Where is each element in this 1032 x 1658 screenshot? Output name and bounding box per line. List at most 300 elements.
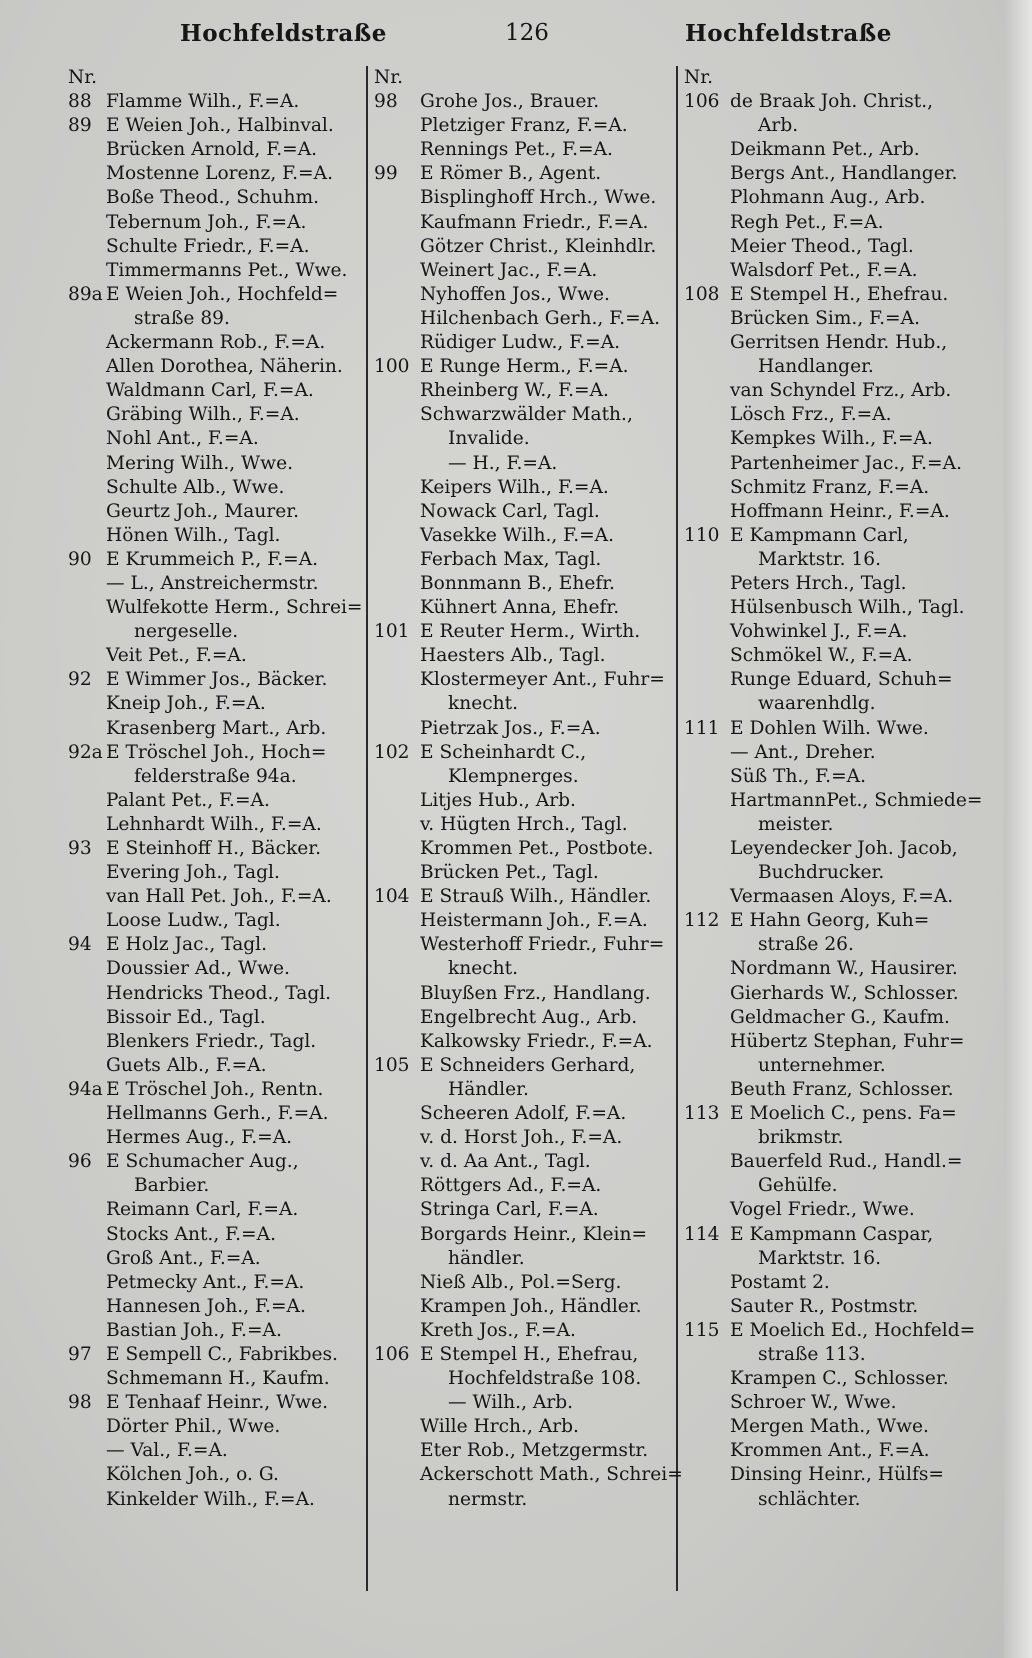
resident-entry: Süß Th., F.=A. <box>730 765 866 787</box>
directory-entry-line <box>684 741 974 765</box>
resident-entry: nergeselle. <box>134 621 239 643</box>
directory-entry-line <box>68 114 364 138</box>
resident-entry: E Moelich Ed., Hochfeld= <box>730 1319 976 1341</box>
house-number <box>374 1247 420 1271</box>
house-number <box>374 1174 420 1198</box>
house-number <box>68 379 106 403</box>
house-number <box>374 596 420 620</box>
house-number <box>684 1006 730 1030</box>
directory-entry-line <box>374 620 674 644</box>
resident-entry: Vasekke Wilh., F.=A. <box>420 524 615 546</box>
resident-entry: Engelbrecht Aug., Arb. <box>420 1006 638 1028</box>
house-number: 97 <box>68 1343 92 1365</box>
resident-entry: Meier Theod., Tagl. <box>730 235 914 257</box>
house-number <box>68 909 106 933</box>
resident-entry: Krampen C., Schlosser. <box>730 1368 949 1390</box>
directory-entry-line <box>374 765 674 789</box>
house-number <box>68 1223 106 1247</box>
house-number <box>374 957 420 981</box>
directory-entry-line <box>684 1488 974 1512</box>
house-number: 98 <box>374 91 398 113</box>
house-number <box>684 1343 730 1367</box>
resident-entry: E Hahn Georg, Kuh= <box>730 910 930 932</box>
directory-entry-line <box>374 186 674 210</box>
directory-entry-line <box>684 789 983 813</box>
resident-entry: — Ant., Dreher. <box>730 741 876 763</box>
resident-entry: Gehülfe. <box>758 1175 838 1197</box>
resident-entry: Brücken Sim., F.=A. <box>730 307 920 329</box>
directory-entry-line <box>684 1198 974 1222</box>
directory-entry-line <box>684 861 974 885</box>
house-number <box>684 114 730 138</box>
directory-entry-line <box>684 668 974 692</box>
house-number <box>374 1295 420 1319</box>
resident-entry: — Wilh., Arb. <box>448 1392 574 1414</box>
directory-entry-line <box>684 476 974 500</box>
resident-entry: Runge Eduard, Schuh= <box>730 669 953 691</box>
house-number <box>68 452 106 476</box>
resident-entry: Keipers Wilh., F.=A. <box>420 476 609 498</box>
resident-entry: Hannesen Joh., F.=A. <box>106 1295 306 1317</box>
resident-entry: Hellmanns Gerh., F.=A. <box>106 1103 329 1125</box>
house-number <box>68 235 106 259</box>
house-number <box>374 1078 420 1102</box>
resident-entry: E Kampmann Caspar, <box>730 1223 934 1245</box>
house-number <box>684 427 730 451</box>
directory-entry-line <box>374 909 674 933</box>
house-number: 89 <box>68 115 92 137</box>
resident-entry: Schmökel W., F.=A. <box>730 645 913 667</box>
resident-entry: Mering Wilh., Wwe. <box>106 452 293 474</box>
resident-entry: Schmitz Franz, F.=A. <box>730 476 930 498</box>
directory-entry-line <box>374 114 674 138</box>
house-number <box>684 403 730 427</box>
directory-entry-line <box>68 596 364 620</box>
directory-entry-line <box>684 837 974 861</box>
directory-entry-line <box>374 211 674 235</box>
resident-entry: Eter Rob., Metzgermstr. <box>420 1440 649 1462</box>
resident-entry: HartmannPet., Schmiede= <box>730 789 983 811</box>
resident-entry: E Kampmann Carl, <box>730 524 909 546</box>
directory-entry-line <box>68 379 364 403</box>
directory-entry-line <box>68 1174 364 1198</box>
resident-entry: Flamme Wilh., F.=A. <box>106 91 300 113</box>
resident-entry: Stringa Carl, F.=A. <box>420 1199 599 1221</box>
house-number <box>68 1439 106 1463</box>
directory-entry-line <box>374 692 674 716</box>
house-number <box>374 331 420 355</box>
house-number <box>68 813 106 837</box>
resident-entry: knecht. <box>448 958 519 980</box>
house-number <box>374 789 420 813</box>
directory-entry-line <box>684 1078 974 1102</box>
directory-entry-line <box>68 235 364 259</box>
directory-entry-line <box>68 982 364 1006</box>
directory-entry-line <box>374 307 674 331</box>
directory-entry-line <box>68 452 364 476</box>
resident-entry: Lösch Frz., F.=A. <box>730 404 892 426</box>
resident-entry: straße 26. <box>758 934 854 956</box>
resident-entry: Gierhards W., Schlosser. <box>730 982 959 1004</box>
resident-entry: van Schyndel Frz., Arb. <box>730 380 952 402</box>
house-number <box>684 379 730 403</box>
directory-entry-line <box>68 1054 364 1078</box>
house-number <box>68 789 106 813</box>
directory-entry-line <box>68 717 364 741</box>
house-number <box>684 138 730 162</box>
directory-entry-line <box>68 259 364 283</box>
column-1 <box>68 66 364 1512</box>
house-number <box>68 1198 106 1222</box>
directory-entry-line <box>68 1391 364 1415</box>
resident-entry: Kempkes Wilh., F.=A. <box>730 428 933 450</box>
house-number <box>68 1271 106 1295</box>
house-number <box>684 548 730 572</box>
resident-entry: Bauerfeld Rud., Handl.= <box>730 1151 963 1173</box>
directory-entry-line <box>684 596 974 620</box>
resident-entry: E Tenhaaf Heinr., Wwe. <box>106 1392 329 1414</box>
house-number <box>68 957 106 981</box>
directory-entry-line <box>684 307 974 331</box>
directory-entry-line <box>374 138 674 162</box>
resident-entry: Götzer Christ., Kleinhdlr. <box>420 235 657 257</box>
directory-entry-line <box>374 476 674 500</box>
resident-entry: E Tröschel Joh., Rentn. <box>106 1078 324 1100</box>
directory-entry-line <box>68 1030 364 1054</box>
house-number <box>374 1198 420 1222</box>
directory-entry-line <box>374 524 674 548</box>
directory-entry-line <box>684 211 974 235</box>
house-number <box>374 1488 420 1512</box>
directory-entry-line <box>68 90 364 114</box>
directory-entry-line <box>684 548 974 572</box>
resident-entry: Groß Ant., F.=A. <box>106 1247 261 1269</box>
resident-entry: Marktstr. 16. <box>758 1247 882 1269</box>
resident-entry: Bonnmann B., Ehefr. <box>420 572 615 594</box>
directory-entry-line <box>684 235 974 259</box>
directory-entry-line <box>68 1488 364 1512</box>
house-number <box>374 283 420 307</box>
resident-entry: Waldmann Carl, F.=A. <box>106 380 314 402</box>
directory-entry-line <box>684 982 974 1006</box>
resident-entry: Walsdorf Pet., F.=A. <box>730 259 918 281</box>
resident-entry: Handlanger. <box>758 356 874 378</box>
house-number <box>374 259 420 283</box>
resident-entry: Loose Ludw., Tagl. <box>106 910 281 932</box>
directory-entry-line <box>68 1343 364 1367</box>
resident-entry: Invalide. <box>448 428 530 450</box>
directory-entry-line <box>374 1223 674 1247</box>
house-number <box>684 1174 730 1198</box>
house-number <box>68 524 106 548</box>
directory-entry-line <box>374 717 674 741</box>
house-number <box>684 235 730 259</box>
house-number <box>684 1198 730 1222</box>
house-number <box>684 1367 730 1391</box>
directory-entry-line <box>684 1054 974 1078</box>
resident-entry: E Tröschel Joh., Hoch= <box>106 741 327 763</box>
resident-entry: E Wimmer Jos., Bäcker. <box>106 669 328 691</box>
directory-entry-line <box>68 837 364 861</box>
directory-entry-line <box>374 596 674 620</box>
house-number <box>68 162 106 186</box>
directory-entry-line <box>68 813 364 837</box>
house-number <box>684 1150 730 1174</box>
house-number <box>374 1439 420 1463</box>
resident-entry: Gräbing Wilh., F.=A. <box>106 404 300 426</box>
house-number <box>684 692 730 716</box>
resident-entry: E Stempel H., Ehefrau, <box>420 1343 639 1365</box>
resident-entry: Gerritsen Hendr. Hub., <box>730 332 948 354</box>
directory-entry-line <box>374 885 674 909</box>
resident-entry: Vogel Friedr., Wwe. <box>730 1199 915 1221</box>
directory-entry-line <box>684 644 974 668</box>
directory-entry-line <box>68 162 364 186</box>
resident-entry: E Schneiders Gerhard, <box>420 1054 636 1076</box>
directory-entry-line <box>684 1271 974 1295</box>
resident-entry: Händler. <box>448 1078 529 1100</box>
resident-entry: Kühnert Anna, Ehefr. <box>420 597 620 619</box>
resident-entry: Schwarzwälder Math., <box>420 404 633 426</box>
directory-entry-line <box>374 1006 674 1030</box>
directory-entry-line <box>68 1319 364 1343</box>
directory-entry-line <box>68 427 364 451</box>
resident-entry: Marktstr. 16. <box>758 548 882 570</box>
house-number <box>68 355 106 379</box>
directory-entry-line <box>374 1054 674 1078</box>
resident-entry: E Sempell C., Fabrikbes. <box>106 1343 338 1365</box>
house-number <box>68 644 106 668</box>
resident-entry: E Krummeich P., F.=A. <box>106 548 319 570</box>
house-number: 114 <box>684 1223 720 1245</box>
directory-entry-line <box>684 1030 974 1054</box>
resident-entry: Regh Pet., F.=A. <box>730 211 884 233</box>
directory-entry-line <box>68 211 364 235</box>
resident-entry: Nowack Carl, Tagl. <box>420 500 600 522</box>
resident-entry: E Holz Jac., Tagl. <box>106 934 268 956</box>
house-number <box>68 307 106 331</box>
resident-entry: Krampen Joh., Händler. <box>420 1295 642 1317</box>
house-number <box>68 1415 106 1439</box>
page-edge <box>1004 0 1032 1658</box>
resident-entry: Kalkowsky Friedr., F.=A. <box>420 1030 653 1052</box>
directory-entry-line <box>374 644 674 668</box>
house-number <box>68 476 106 500</box>
resident-entry: Schmemann H., Kaufm. <box>106 1368 330 1390</box>
directory-entry-line <box>374 1415 674 1439</box>
directory-entry-line <box>68 307 364 331</box>
house-number <box>374 1319 420 1343</box>
directory-entry-line <box>684 1367 974 1391</box>
directory-entry-line <box>374 837 674 861</box>
resident-entry: E Strauß Wilh., Händler. <box>420 886 652 908</box>
resident-entry: Litjes Hub., Arb. <box>420 789 576 811</box>
resident-entry: Vohwinkel J., F.=A. <box>730 621 908 643</box>
resident-entry: Blenkers Friedr., Tagl. <box>106 1030 317 1052</box>
directory-entry-line <box>684 1415 974 1439</box>
resident-entry: E Runge Herm., F.=A. <box>420 356 629 378</box>
resident-entry: Klostermeyer Ant., Fuhr= <box>420 669 665 691</box>
resident-entry: de Braak Joh. Christ., <box>730 91 934 113</box>
house-number: 115 <box>684 1319 720 1341</box>
house-number: 94 <box>68 934 92 956</box>
house-number <box>684 1247 730 1271</box>
house-number <box>68 186 106 210</box>
directory-entry-line <box>68 1126 364 1150</box>
column-nr-label: Nr. <box>374 67 404 88</box>
house-number <box>684 957 730 981</box>
resident-entry: v. Hügten Hrch., Tagl. <box>420 813 628 835</box>
column-rule-1 <box>366 66 368 1591</box>
resident-entry: Klempnerges. <box>448 765 579 787</box>
directory-entry-line <box>68 1198 364 1222</box>
house-number <box>684 1463 730 1487</box>
resident-entry: waarenhdlg. <box>758 693 876 715</box>
house-number <box>374 186 420 210</box>
house-number: 106 <box>374 1343 410 1365</box>
house-number <box>684 1271 730 1295</box>
house-number <box>684 982 730 1006</box>
resident-entry: Hoffmann Heinr., F.=A. <box>730 500 950 522</box>
resident-entry: Beuth Franz, Schlosser. <box>730 1078 954 1100</box>
resident-entry: Borgards Heinr., Klein= <box>420 1223 648 1245</box>
resident-entry: Pletziger Franz, F.=A. <box>420 115 628 137</box>
house-number <box>684 355 730 379</box>
resident-entry: Hönen Wilh., Tagl. <box>106 524 281 546</box>
house-number <box>374 427 420 451</box>
directory-entry-line <box>374 548 674 572</box>
house-number <box>68 1102 106 1126</box>
resident-entry: Palant Pet., F.=A. <box>106 789 270 811</box>
resident-entry: Hübertz Stephan, Fuhr= <box>730 1030 965 1052</box>
column-nr-label: Nr. <box>68 67 98 88</box>
resident-entry: Brücken Pet., Tagl. <box>420 862 599 884</box>
resident-entry: Kaufmann Friedr., F.=A. <box>420 211 649 233</box>
house-number <box>68 500 106 524</box>
house-number: 98 <box>68 1392 92 1414</box>
directory-entry-line <box>684 1247 974 1271</box>
resident-entry: Petmecky Ant., F.=A. <box>106 1271 305 1293</box>
directory-entry-line <box>68 957 364 981</box>
house-number <box>374 1463 420 1487</box>
directory-entry-line <box>374 741 674 765</box>
resident-entry: Krommen Pet., Postbote. <box>420 838 654 859</box>
house-number <box>374 548 420 572</box>
resident-entry: E Weien Joh., Hochfeld= <box>106 283 339 305</box>
house-number <box>68 1174 106 1198</box>
house-number: 106 <box>684 91 720 113</box>
directory-entry-line <box>68 331 364 355</box>
directory-entry-line <box>374 1367 674 1391</box>
house-number: 89a <box>68 283 103 305</box>
resident-entry: Schulte Friedr., F.=A. <box>106 235 310 257</box>
house-number: 88 <box>68 91 92 113</box>
column-rule-2 <box>676 66 678 1591</box>
directory-entry-line <box>684 572 974 596</box>
directory-entry-line <box>68 644 364 668</box>
house-number <box>684 1488 730 1512</box>
resident-entry: — L., Anstreichermstr. <box>106 572 319 594</box>
directory-entry-line <box>684 1295 974 1319</box>
house-number <box>68 403 106 427</box>
house-number <box>374 668 420 692</box>
resident-entry: Ferbach Max, Tagl. <box>420 548 602 570</box>
resident-entry: Nordmann W., Hausirer. <box>730 958 958 980</box>
house-number <box>684 596 730 620</box>
house-number <box>684 452 730 476</box>
house-number <box>68 138 106 162</box>
directory-entry-line <box>68 620 364 644</box>
directory-entry-line <box>68 138 364 162</box>
resident-entry: Leyendecker Joh. Jacob, <box>730 838 958 859</box>
house-number: 101 <box>374 621 410 643</box>
house-number: 105 <box>374 1054 410 1076</box>
resident-entry: händler. <box>448 1247 525 1269</box>
directory-entry-line <box>374 933 674 957</box>
house-number <box>374 1415 420 1439</box>
directory-entry-line <box>684 283 974 307</box>
resident-entry: Ackerschott Math., Schrei= <box>420 1464 683 1486</box>
house-number <box>684 668 730 692</box>
house-number <box>374 644 420 668</box>
resident-entry: brikmstr. <box>758 1127 844 1149</box>
resident-entry: Barbier. <box>134 1175 210 1197</box>
house-number <box>684 476 730 500</box>
resident-entry: E Steinhoff H., Bäcker. <box>106 838 322 859</box>
resident-entry: E Schumacher Aug., <box>106 1151 299 1173</box>
directory-entry-line <box>68 476 364 500</box>
house-number <box>374 1367 420 1391</box>
house-number <box>684 813 730 837</box>
house-number <box>684 162 730 186</box>
resident-entry: Timmermanns Pet., Wwe. <box>106 259 348 281</box>
directory-entry-line <box>684 1006 974 1030</box>
house-number <box>374 572 420 596</box>
directory-entry-line <box>374 1439 674 1463</box>
page-number: 126 <box>505 20 549 46</box>
house-number <box>374 861 420 885</box>
directory-entry-line <box>684 1126 974 1150</box>
house-number <box>684 1054 730 1078</box>
house-number <box>374 933 420 957</box>
resident-entry: Ackermann Rob., F.=A. <box>106 332 326 354</box>
resident-entry: Dinsing Heinr., Hülfs= <box>730 1464 944 1486</box>
resident-entry: Vermaasen Aloys, F.=A. <box>730 886 954 908</box>
directory-entry-line <box>374 1488 674 1512</box>
resident-entry: — Val., F.=A. <box>106 1440 228 1462</box>
house-number: 104 <box>374 886 410 908</box>
directory-entry-line <box>374 1174 674 1198</box>
directory-entry-line <box>68 765 364 789</box>
resident-entry: v. d. Aa Ant., Tagl. <box>420 1151 591 1173</box>
directory-entry-line <box>374 1295 674 1319</box>
directory-entry-line <box>684 885 974 909</box>
directory-entry-line <box>68 789 364 813</box>
directory-entry-line <box>374 861 674 885</box>
directory-entry-line <box>684 186 974 210</box>
directory-entry-line <box>684 138 974 162</box>
resident-entry: Pietrzak Jos., F.=A. <box>420 717 601 739</box>
directory-entry-line <box>68 1271 364 1295</box>
house-number <box>68 982 106 1006</box>
directory-entry-line <box>68 1295 364 1319</box>
directory-entry-line <box>68 186 364 210</box>
directory-entry-line <box>684 813 974 837</box>
resident-entry: Reimann Carl, F.=A. <box>106 1199 299 1221</box>
directory-entry-line <box>68 861 364 885</box>
directory-entry-line <box>374 1391 674 1415</box>
column-nr-label: Nr. <box>684 67 714 88</box>
